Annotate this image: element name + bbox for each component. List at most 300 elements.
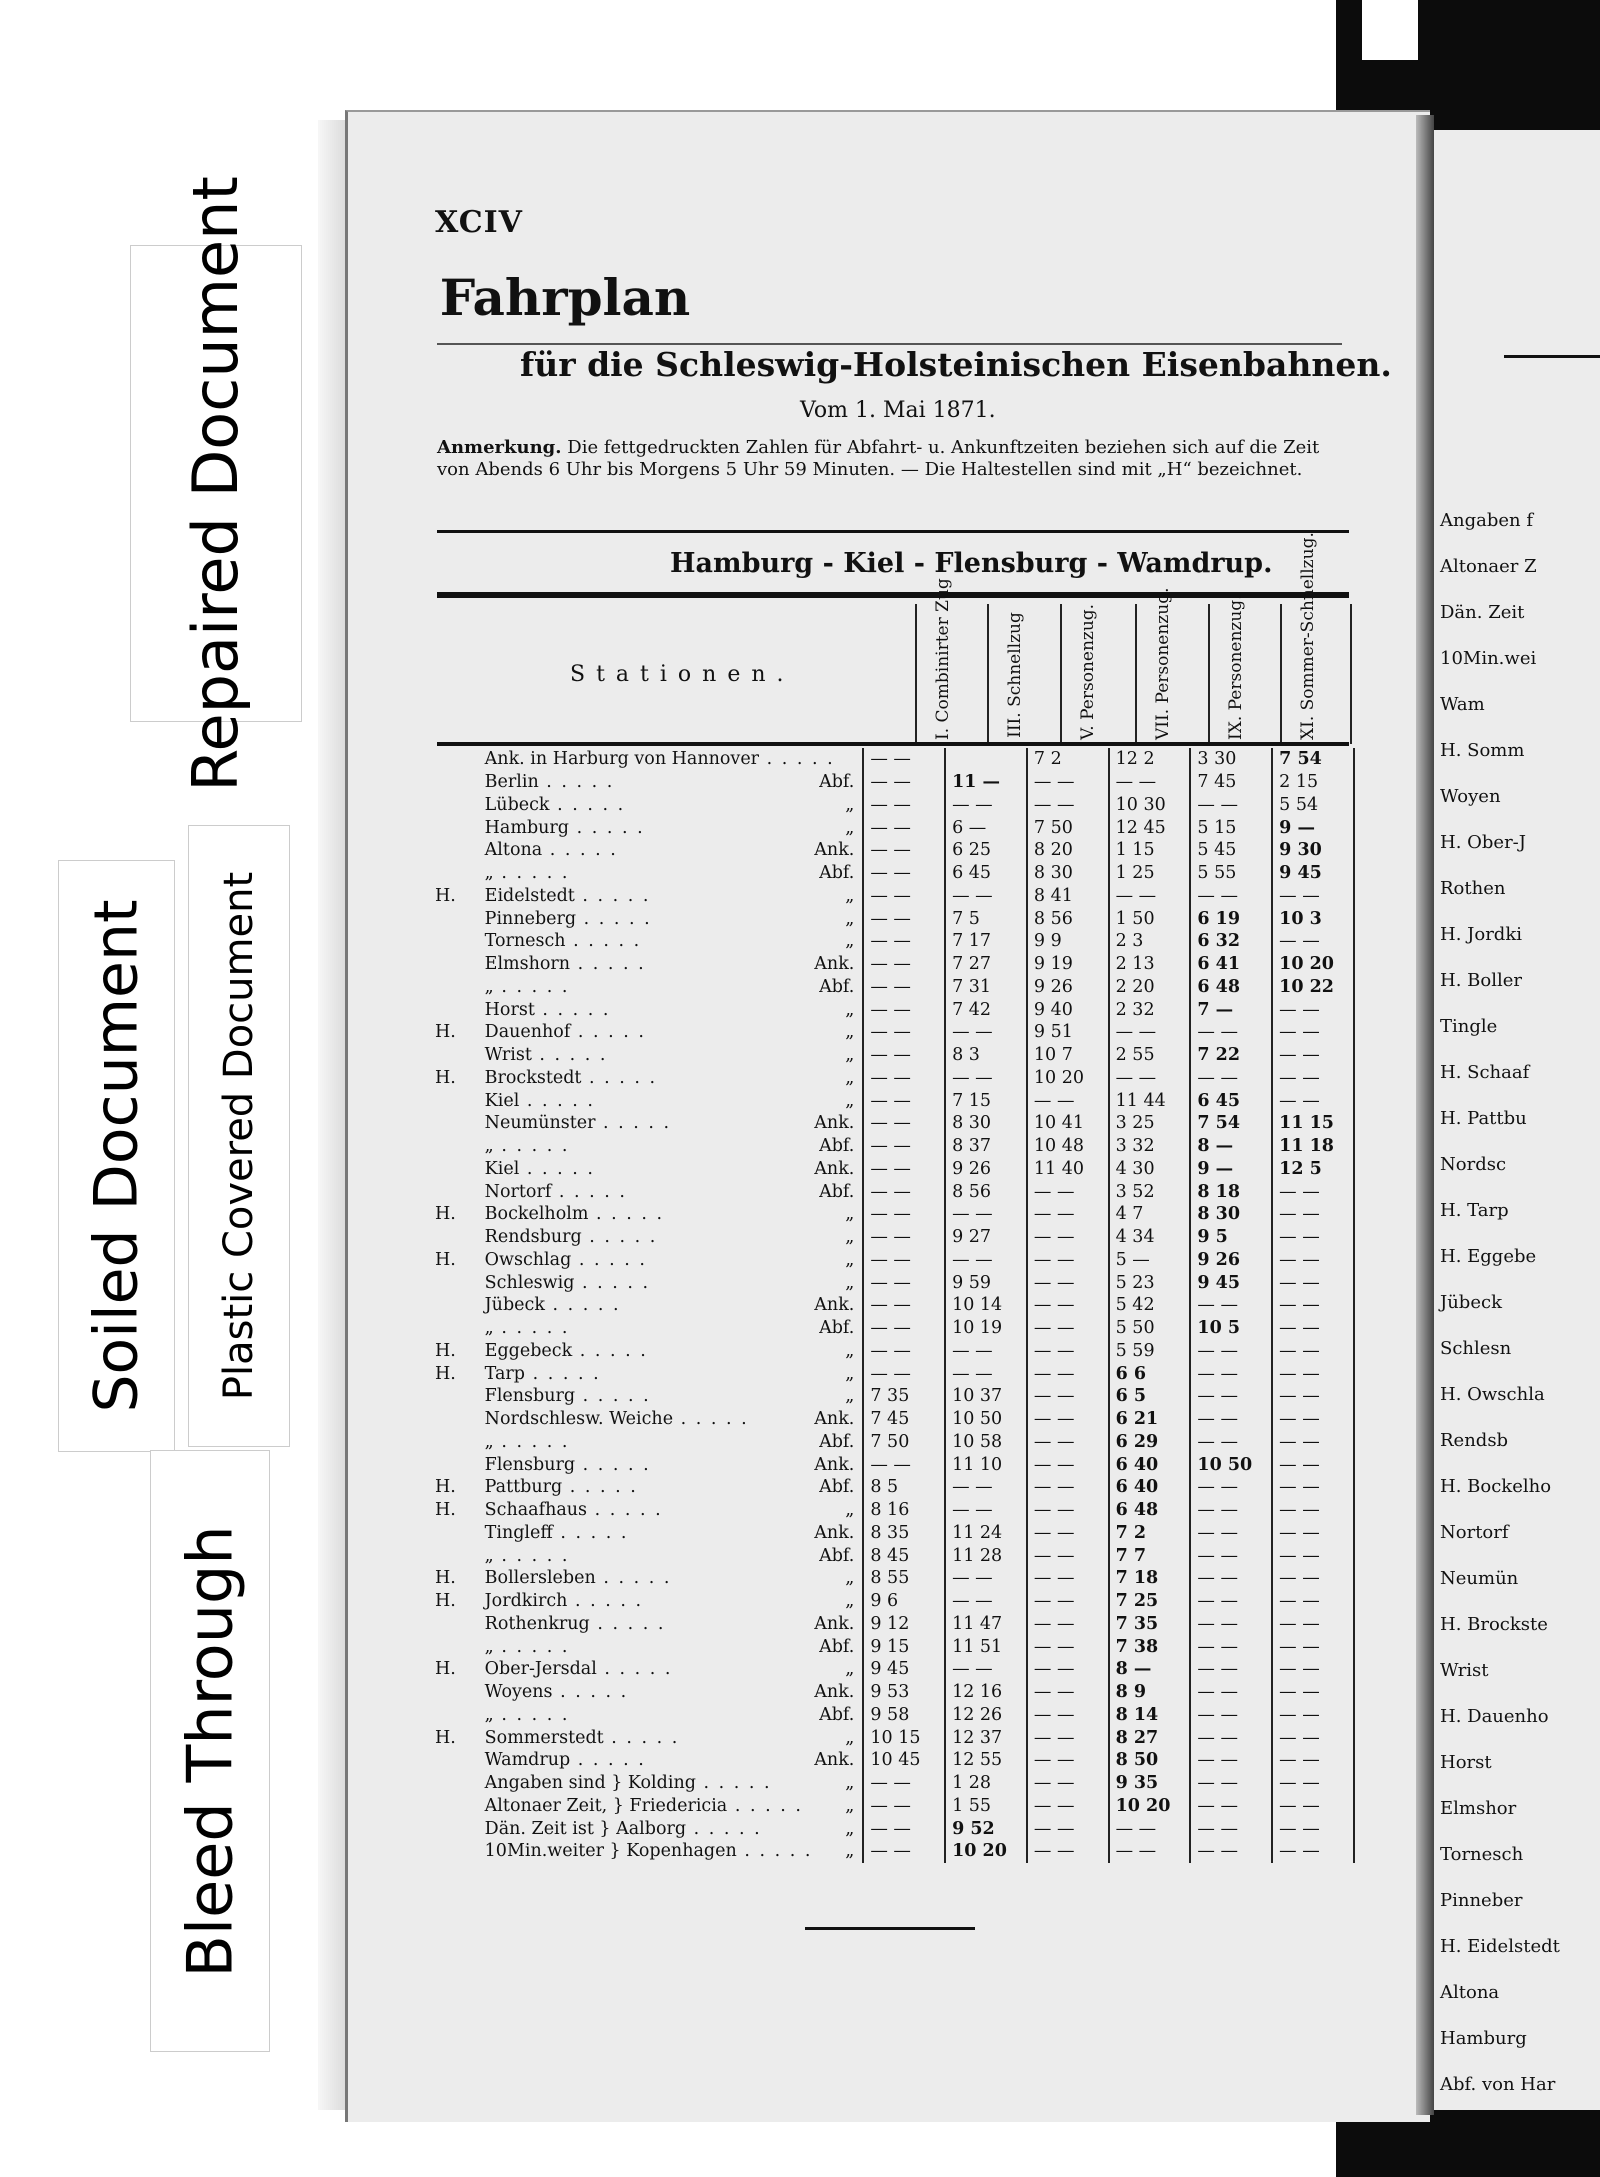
station-name: Flensburg: [484, 1454, 576, 1475]
time-cell: 7 18: [1109, 1567, 1191, 1590]
time-cell: 6 45: [1190, 1089, 1272, 1112]
time-cell: 10 14: [945, 1294, 1027, 1317]
time-cell: 10 3: [1272, 907, 1354, 930]
time-cell: 6 21: [1109, 1408, 1191, 1431]
halt-marker: H.: [435, 1363, 456, 1384]
time-cell: — —: [863, 1135, 945, 1158]
station-name: Ober-Jersdal: [484, 1659, 597, 1680]
arrival-departure-mark: „: [845, 908, 855, 929]
table-row: [435, 1613, 1354, 1636]
facing-page-line: H. Bockelho: [1440, 1476, 1552, 1497]
time-cell: 7 50: [1027, 816, 1109, 839]
time-cell: — —: [1272, 1362, 1354, 1385]
time-cell: — —: [863, 1112, 945, 1135]
time-cell: 9 26: [945, 1158, 1027, 1181]
sticker-soiled: [58, 860, 175, 1452]
halt-marker: H.: [435, 1340, 456, 1361]
time-cell: 9 45: [1272, 862, 1354, 885]
halt-marker: H.: [435, 1500, 456, 1521]
table-row: [435, 1499, 1354, 1522]
facing-page-line: Horst: [1440, 1752, 1492, 1773]
time-cell: — —: [1190, 1704, 1272, 1727]
halt-marker: [435, 771, 485, 794]
time-cell: — —: [1027, 1590, 1109, 1613]
time-cell: — —: [1190, 1749, 1272, 1772]
halt-marker: [435, 1431, 485, 1454]
facing-page-line: Elmshor: [1440, 1798, 1517, 1819]
table-row: [435, 1021, 1354, 1044]
time-cell: 9 30: [1272, 839, 1354, 862]
train-column-label: I. Combinirter Zug: [933, 578, 953, 740]
table-row: [435, 1226, 1354, 1249]
arrival-departure-mark: Ank.: [814, 1158, 855, 1179]
time-cell: 8 3: [945, 1044, 1027, 1067]
time-cell: — —: [1272, 1658, 1354, 1681]
time-cell: — —: [863, 976, 945, 999]
dot-leader: . . . . .: [549, 794, 626, 815]
column-divider: [1208, 604, 1210, 744]
facing-page-line: H. Somm: [1440, 740, 1525, 761]
time-cell: — —: [1027, 1431, 1109, 1454]
time-cell: — —: [1272, 1340, 1354, 1363]
station-name: Jübeck: [484, 1295, 545, 1316]
arrival-departure-mark: „: [845, 1045, 855, 1066]
footnote: [437, 437, 1352, 481]
halt-marker: [435, 748, 485, 771]
time-cell: 11 40: [1027, 1158, 1109, 1181]
time-cell: 9 27: [945, 1226, 1027, 1249]
table-row: [435, 953, 1354, 976]
time-cell: 6 40: [1109, 1476, 1191, 1499]
time-cell: — —: [1109, 1021, 1191, 1044]
time-cell: 8 30: [1027, 862, 1109, 885]
time-cell: 7 —: [1190, 998, 1272, 1021]
halt-marker: [435, 930, 485, 953]
table-row: [435, 1112, 1354, 1135]
table-row: [435, 816, 1354, 839]
halt-marker: [435, 1522, 485, 1545]
dot-leader: . . . . .: [534, 999, 611, 1020]
time-cell: 9 —: [1190, 1158, 1272, 1181]
station-name: „: [484, 1318, 494, 1339]
time-cell: — —: [1190, 1067, 1272, 1090]
halt-marker: [435, 1044, 485, 1067]
time-cell: 9 45: [1190, 1271, 1272, 1294]
sticker-bleed-label: Bleed Through: [173, 1524, 247, 1978]
station-name: Nortorf: [484, 1181, 552, 1202]
station-cell: [485, 1453, 864, 1476]
time-cell: 5 42: [1109, 1294, 1191, 1317]
table-row: [435, 976, 1354, 999]
dot-leader: . . . . .: [551, 1181, 627, 1202]
time-cell: — —: [1272, 1704, 1354, 1727]
time-cell: — —: [863, 1817, 945, 1840]
arrival-departure-mark: „: [845, 1500, 855, 1521]
time-cell: 10 19: [945, 1317, 1027, 1340]
time-cell: 10 20: [1109, 1795, 1191, 1818]
arrival-departure-mark: „: [845, 931, 855, 952]
station-name: Tarp: [484, 1363, 525, 1384]
time-cell: — —: [945, 1476, 1027, 1499]
time-cell: — —: [1272, 1795, 1354, 1818]
station-name: Dauenhof: [484, 1022, 571, 1043]
station-name: Eggebeck: [484, 1340, 573, 1361]
time-cell: 9 9: [1027, 930, 1109, 953]
sticker-repaired-label: Repaired Document: [179, 175, 252, 792]
facing-page-line: Altonaer Z: [1440, 556, 1537, 577]
time-cell: 8 —: [1190, 1135, 1272, 1158]
time-cell: — —: [1027, 1613, 1109, 1636]
arrival-departure-mark: „: [845, 1249, 855, 1270]
station-cell: [485, 930, 864, 953]
halt-marker: H.: [435, 1477, 456, 1498]
time-cell: 9 40: [1027, 998, 1109, 1021]
time-cell: — —: [1027, 1749, 1109, 1772]
time-cell: — —: [1272, 1203, 1354, 1226]
time-cell: — —: [1190, 1840, 1272, 1863]
table-row: [435, 1817, 1354, 1840]
sticker-plastic: [188, 825, 290, 1447]
time-cell: 7 7: [1109, 1544, 1191, 1567]
column-divider: [915, 604, 917, 744]
time-cell: 10 20: [1272, 953, 1354, 976]
table-row: [435, 1362, 1354, 1385]
facing-page-line: Neumün: [1440, 1568, 1519, 1589]
table-row: [435, 1135, 1354, 1158]
station-cell: [485, 953, 864, 976]
time-cell: — —: [1109, 1817, 1191, 1840]
dot-leader: . . . . .: [686, 1818, 762, 1839]
station-name: „: [484, 1636, 494, 1657]
station-name: Lübeck: [484, 794, 550, 815]
time-cell: 2 32: [1109, 998, 1191, 1021]
time-cell: 1 25: [1109, 862, 1191, 885]
station-cell: [485, 1749, 864, 1772]
station-name: „: [484, 1136, 494, 1157]
dot-leader: . . . . .: [574, 885, 651, 906]
table-row: [435, 1408, 1354, 1431]
time-cell: 7 2: [1027, 748, 1109, 771]
time-cell: 7 31: [945, 976, 1027, 999]
time-cell: 8 5: [863, 1476, 945, 1499]
table-row: [435, 1704, 1354, 1727]
time-cell: 11 24: [945, 1522, 1027, 1545]
time-cell: 6 45: [945, 862, 1027, 885]
time-cell: 5 55: [1190, 862, 1272, 885]
time-cell: — —: [1027, 1226, 1109, 1249]
station-cell: [485, 1522, 864, 1545]
table-row: [435, 1567, 1354, 1590]
station-cell: [485, 976, 864, 999]
time-cell: — —: [1272, 1544, 1354, 1567]
dot-leader: . . . . .: [572, 1340, 648, 1361]
time-cell: — —: [945, 1499, 1027, 1522]
time-cell: 2 3: [1109, 930, 1191, 953]
dot-leader: . . . . .: [595, 1568, 672, 1589]
dot-leader: . . . . .: [525, 1363, 601, 1384]
facing-page-line: Rothen: [1440, 878, 1506, 899]
facing-page-line: Hamburg: [1440, 2028, 1527, 2049]
time-cell: — —: [1027, 1704, 1109, 1727]
facing-page-line: Tingle: [1440, 1016, 1498, 1037]
station-cell: [485, 794, 864, 817]
time-cell: — —: [1272, 1021, 1354, 1044]
time-cell: — —: [1027, 1203, 1109, 1226]
table-row: [435, 839, 1354, 862]
facing-page-line: H. Tarp: [1440, 1200, 1509, 1221]
time-cell: 9 45: [863, 1658, 945, 1681]
time-cell: 8 —: [1109, 1658, 1191, 1681]
time-cell: 6 48: [1190, 976, 1272, 999]
facing-page-line: Wrist: [1440, 1660, 1489, 1681]
time-cell: 8 20: [1027, 839, 1109, 862]
time-cell: 10 5: [1190, 1317, 1272, 1340]
halt-marker: [435, 1635, 485, 1658]
route-rule-bottom: [437, 592, 1349, 598]
column-divider: [1135, 604, 1137, 744]
station-name: Neumünster: [484, 1113, 596, 1134]
time-cell: — —: [1027, 1544, 1109, 1567]
table-row: [435, 1795, 1354, 1818]
halt-marker: [435, 1817, 485, 1840]
halt-marker: [435, 907, 485, 930]
note-label: Anmerkung.: [437, 437, 562, 458]
time-cell: 10 41: [1027, 1112, 1109, 1135]
station-name: Wamdrup: [484, 1750, 571, 1771]
time-cell: 11 15: [1272, 1112, 1354, 1135]
route-rule-top: [437, 530, 1349, 533]
time-cell: 6 —: [945, 816, 1027, 839]
header-rule: [437, 742, 1349, 746]
time-cell: 1 15: [1109, 839, 1191, 862]
time-cell: — —: [1027, 1317, 1109, 1340]
station-cell: [485, 1180, 864, 1203]
time-cell: — —: [1272, 1271, 1354, 1294]
time-cell: [945, 748, 1027, 771]
time-cell: 2 13: [1109, 953, 1191, 976]
arrival-departure-mark: Abf.: [819, 1181, 855, 1202]
time-cell: 2 15: [1272, 771, 1354, 794]
time-cell: — —: [1190, 1726, 1272, 1749]
time-cell: — —: [863, 885, 945, 908]
time-cell: 9 59: [945, 1271, 1027, 1294]
table-row: [435, 1749, 1354, 1772]
arrival-departure-mark: Ank.: [814, 1454, 855, 1475]
arrival-departure-mark: Ank.: [814, 1522, 855, 1543]
time-cell: 6 5: [1109, 1385, 1191, 1408]
facing-page-line: Pinneber: [1440, 1890, 1523, 1911]
time-cell: — —: [1272, 1635, 1354, 1658]
facing-page-line: Nortorf: [1440, 1522, 1509, 1543]
time-cell: 5 59: [1109, 1340, 1191, 1363]
time-cell: 12 5: [1272, 1158, 1354, 1181]
time-cell: — —: [1272, 1817, 1354, 1840]
time-cell: — —: [1109, 1067, 1191, 1090]
dot-leader: . . . . .: [552, 1682, 629, 1703]
time-cell: — —: [863, 1294, 945, 1317]
facing-page-line: H. Schaaf: [1440, 1062, 1530, 1083]
station-cell: [485, 1249, 864, 1272]
halt-marker: H.: [435, 885, 456, 906]
station-cell: [485, 1158, 864, 1181]
sticker-bleed: [150, 1450, 270, 2052]
facing-page-line: Woyen: [1440, 786, 1501, 807]
time-cell: 2 20: [1109, 976, 1191, 999]
time-cell: 9 51: [1027, 1021, 1109, 1044]
facing-page-line: H. Pattbu: [1440, 1108, 1527, 1129]
station-name: Angaben sind } Kolding: [484, 1773, 696, 1794]
facing-page-line: Dän. Zeit: [1440, 602, 1525, 623]
station-name: 10Min.weiter } Kopenhagen: [484, 1841, 737, 1862]
table-row: [435, 1385, 1354, 1408]
table-row: [435, 998, 1354, 1021]
time-cell: — —: [1027, 1795, 1109, 1818]
table-row: [435, 1840, 1354, 1863]
arrival-departure-mark: Abf.: [819, 1704, 855, 1725]
time-cell: — —: [863, 1840, 945, 1863]
valid-date: Vom 1. Mai 1871.: [800, 398, 996, 423]
arrival-departure-mark: Abf.: [819, 976, 855, 997]
time-cell: — —: [863, 816, 945, 839]
facing-page: [1434, 130, 1600, 2110]
route-title: Hamburg - Kiel - Flensburg - Wamdrup.: [670, 548, 1273, 579]
time-cell: 10 15: [863, 1726, 945, 1749]
time-cell: — —: [1272, 1522, 1354, 1545]
time-cell: — —: [1190, 1385, 1272, 1408]
time-cell: — —: [1272, 1249, 1354, 1272]
station-cell: [485, 1089, 864, 1112]
station-cell: [485, 1408, 864, 1431]
halt-marker: [435, 1385, 485, 1408]
table-row: [435, 1203, 1354, 1226]
time-cell: 3 52: [1109, 1180, 1191, 1203]
halt-marker: [435, 1294, 485, 1317]
time-cell: — —: [1190, 1613, 1272, 1636]
time-cell: — —: [1027, 1635, 1109, 1658]
halt-marker: [435, 794, 485, 817]
sticker-soiled-label: Soiled Document: [81, 899, 152, 1413]
time-cell: — —: [1190, 1590, 1272, 1613]
time-cell: — —: [1272, 1180, 1354, 1203]
table-row: [435, 1180, 1354, 1203]
facing-page-line: Nordsc: [1440, 1154, 1507, 1175]
facing-page-rule: [1504, 355, 1600, 358]
time-cell: 7 35: [1109, 1613, 1191, 1636]
time-cell: — —: [1272, 1453, 1354, 1476]
time-cell: — —: [1272, 1476, 1354, 1499]
dot-leader: . . . . .: [576, 908, 652, 929]
time-cell: — —: [1272, 1431, 1354, 1454]
time-cell: — —: [863, 1021, 945, 1044]
dot-leader: . . . . .: [493, 1545, 570, 1566]
arrival-departure-mark: „: [845, 1067, 855, 1088]
time-cell: — —: [1027, 1522, 1109, 1545]
time-cell: — —: [863, 1180, 945, 1203]
time-cell: 11 10: [945, 1453, 1027, 1476]
column-divider: [1280, 604, 1282, 744]
station-name: Rendsburg: [484, 1227, 582, 1248]
facing-page-line: Tornesch: [1440, 1844, 1524, 1865]
facing-page-line: 10Min.wei: [1440, 648, 1537, 669]
time-cell: 9 6: [863, 1590, 945, 1613]
time-cell: 6 29: [1109, 1431, 1191, 1454]
time-cell: — —: [1027, 1726, 1109, 1749]
table-row: [435, 907, 1354, 930]
time-cell: — —: [863, 1089, 945, 1112]
facing-page-line: H. Dauenho: [1440, 1706, 1549, 1727]
time-cell: 10 30: [1109, 794, 1191, 817]
time-cell: — —: [1272, 1226, 1354, 1249]
station-name: Wrist: [484, 1045, 532, 1066]
station-name: Pattburg: [484, 1477, 563, 1498]
time-cell: 7 54: [1272, 748, 1354, 771]
time-cell: — —: [1272, 1067, 1354, 1090]
dot-leader: . . . . .: [519, 1158, 595, 1179]
station-name: Sommerstedt: [484, 1727, 604, 1748]
time-cell: 9 19: [1027, 953, 1109, 976]
time-cell: — —: [863, 794, 945, 817]
table-row: [435, 748, 1354, 771]
dot-leader: . . . . .: [493, 1431, 570, 1452]
time-cell: — —: [1027, 1385, 1109, 1408]
time-cell: — —: [863, 771, 945, 794]
time-cell: — —: [1027, 1681, 1109, 1704]
arrival-departure-mark: „: [845, 1773, 855, 1794]
halt-marker: [435, 862, 485, 885]
halt-marker: [435, 1135, 485, 1158]
time-cell: 6 48: [1109, 1499, 1191, 1522]
time-cell: 11 47: [945, 1613, 1027, 1636]
halt-marker: [435, 1795, 485, 1818]
time-cell: 6 6: [1109, 1362, 1191, 1385]
table-row: [435, 1271, 1354, 1294]
dot-leader: . . . . .: [567, 1591, 644, 1612]
time-cell: — —: [1272, 1385, 1354, 1408]
facing-page-line: Angaben f: [1440, 510, 1533, 531]
dot-leader: . . . . .: [570, 1750, 646, 1771]
station-cell: [485, 1317, 864, 1340]
halt-marker: [435, 998, 485, 1021]
dot-leader: . . . . .: [596, 1659, 673, 1680]
time-cell: 12 26: [945, 1704, 1027, 1727]
halt-marker: [435, 1271, 485, 1294]
station-name: Pinneberg: [484, 908, 577, 929]
time-cell: — —: [1272, 1681, 1354, 1704]
time-cell: — —: [863, 862, 945, 885]
station-cell: [485, 1226, 864, 1249]
time-cell: 5 54: [1272, 794, 1354, 817]
page-edge: [318, 120, 348, 2110]
station-name: Altona: [484, 840, 543, 861]
time-cell: 8 45: [863, 1544, 945, 1567]
halt-marker: [435, 1180, 485, 1203]
dot-leader: . . . . .: [581, 1067, 658, 1088]
station-cell: [485, 1135, 864, 1158]
facing-page-line: Abf. von Har: [1440, 2074, 1556, 2095]
halt-marker: H.: [435, 1022, 456, 1043]
station-name: Nordschlesw. Weiche: [484, 1409, 674, 1430]
time-cell: — —: [1027, 1340, 1109, 1363]
time-cell: — —: [1272, 885, 1354, 908]
arrival-departure-mark: „: [845, 1659, 855, 1680]
column-divider: [1060, 604, 1062, 744]
dot-leader: . . . . .: [519, 1090, 595, 1111]
time-cell: — —: [1027, 1408, 1109, 1431]
table-row: [435, 1590, 1354, 1613]
time-cell: — —: [945, 1067, 1027, 1090]
time-cell: 11 —: [945, 771, 1027, 794]
station-name: „: [484, 1704, 494, 1725]
